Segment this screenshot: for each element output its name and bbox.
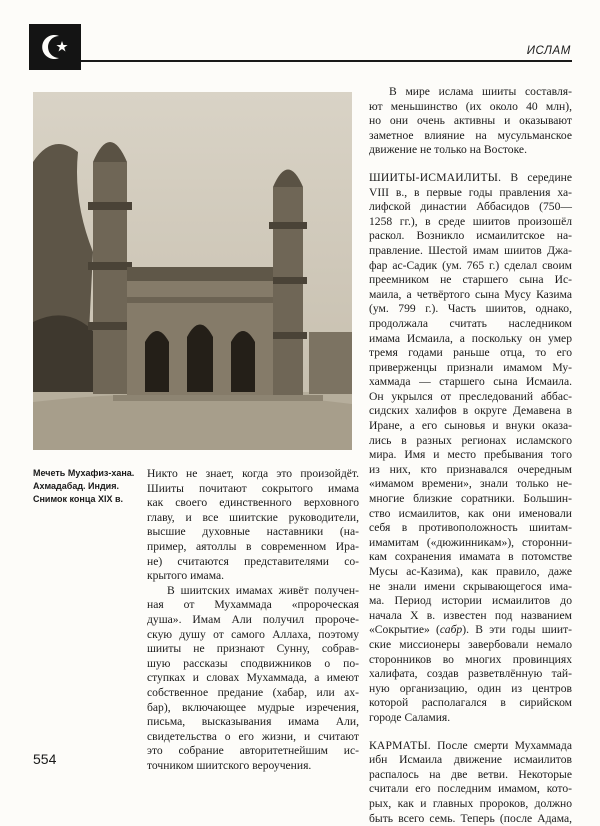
text-line: ские миссионеры завербовали немало bbox=[369, 638, 572, 653]
text-line: правление. Шестой имам шиитов Джа- bbox=[369, 244, 572, 259]
text-line: это собрание авторитетнейшим ис- bbox=[147, 744, 359, 759]
text-line: фар ас-Садик (ум. 765 г.) сделал своим bbox=[369, 259, 572, 274]
caption-line: Снимок конца XIX в. bbox=[33, 493, 141, 506]
paragraph bbox=[369, 85, 572, 158]
paragraph-karmats bbox=[369, 739, 572, 826]
text-line: не знали имени скрывающегося има- bbox=[369, 580, 572, 595]
text-line: ную организацию, один из центров bbox=[369, 682, 572, 697]
text-line: халифата, создав разветвлённую тай- bbox=[369, 667, 572, 682]
text-line: заметное влияние на мусульманское bbox=[369, 129, 572, 144]
text-line: высшие духовные наставники (на- bbox=[147, 525, 359, 540]
figure-caption bbox=[33, 467, 141, 506]
paragraph-ismailis bbox=[369, 171, 572, 726]
text-line: Иране, а его сыновья и внуки оказа- bbox=[369, 419, 572, 434]
text-line: 1258 гг.), в среде шиитов произошёл bbox=[369, 215, 572, 230]
text-line: городе Саламия. bbox=[369, 711, 572, 726]
text-column-right bbox=[369, 85, 572, 826]
term-italic: сабр bbox=[440, 623, 462, 636]
text-line: кам сохранения имамата в потомстве bbox=[369, 550, 572, 565]
text-line: не) считаются представителями со- bbox=[147, 555, 359, 570]
text-line: бар), включающее мудрые изречения, bbox=[147, 701, 359, 716]
text-line: сидских халифов в округе Демавена в bbox=[369, 404, 572, 419]
text-line: преемником не старшего сына Ис- bbox=[369, 273, 572, 288]
text-line: Он укрылся от преследований аббас- bbox=[369, 390, 572, 405]
text-line: ступках и словах Мухаммада, а имеют bbox=[147, 671, 359, 686]
crescent-and-star-icon bbox=[29, 24, 81, 70]
text-line: продолжала считать наследником bbox=[369, 317, 572, 332]
paragraph bbox=[147, 584, 359, 774]
text-line: шую рассказы сподвижников о по- bbox=[147, 657, 359, 672]
text-line: Мусы ас-Казима), как правило, даже bbox=[369, 565, 572, 580]
text-line: письма, высказывания имама Али, bbox=[147, 715, 359, 730]
text-line: из них, кто признавался очередным bbox=[369, 463, 572, 478]
section-title: ИСЛАМ bbox=[527, 45, 571, 57]
text-line: как своего единственного верховного bbox=[147, 496, 359, 511]
text-line: В шиитских имамах живёт получен- bbox=[147, 584, 359, 599]
text-line: приверженцы признали имамом Му- bbox=[369, 361, 572, 376]
text-line: имамитам («дюжинникам»), сторонни- bbox=[369, 536, 572, 551]
text-line: (ум. 799 г.). Часть шиитов, однако, bbox=[369, 302, 572, 317]
text-line: сторонников во многих провинциях bbox=[369, 653, 572, 668]
text-line: Шииты почитают сокрытого имама bbox=[147, 482, 359, 497]
text-line: быть всего семь. Теперь (после Адама, bbox=[369, 812, 572, 826]
paragraph bbox=[147, 467, 359, 584]
section-heading: КАРМАТЫ. bbox=[369, 739, 431, 752]
text-column-left bbox=[147, 467, 359, 773]
text-line: тремя годами раньше отца, то его bbox=[369, 346, 572, 361]
text-line: ство исмаилитов, как они именовали bbox=[369, 507, 572, 522]
text-line bbox=[369, 623, 572, 638]
text-line: пример, аятоллы в современном Ира- bbox=[147, 540, 359, 555]
text-line: ма. Период истории исмаилитов до bbox=[369, 594, 572, 609]
section-heading: ШИИТЫ-ИСМАИЛИТЫ. bbox=[369, 171, 501, 184]
text-line: распалось на две ветви. Некоторые bbox=[369, 768, 572, 783]
text-line: которой располагался в сирийском bbox=[369, 696, 572, 711]
mosque-photo bbox=[33, 92, 352, 450]
caption-line: Мечеть Мухафиз-хана. bbox=[33, 467, 141, 480]
text-line: душа». Имам Али получил пророче- bbox=[147, 613, 359, 628]
text-line: лифской династии Аббасидов (750— bbox=[369, 200, 572, 215]
text-line: ют меньшинство (их около 40 млн), bbox=[369, 100, 572, 115]
text-line: собственное предание (хабар, или ах- bbox=[147, 686, 359, 701]
text-fragment: В середине bbox=[510, 171, 572, 184]
text-line bbox=[369, 171, 572, 186]
text-line: мира. Имя и место пребывания того bbox=[369, 448, 572, 463]
text-line: начала X в. известен под названием bbox=[369, 609, 572, 624]
text-line: главу, и все шиитские руководители, bbox=[147, 511, 359, 526]
text-line: хаммада — старшего сына Исмаила. bbox=[369, 375, 572, 390]
text-line bbox=[369, 739, 572, 754]
text-line: скую душу от самого Аллаха, поэтому bbox=[147, 628, 359, 643]
text-line: маила, а четвёртого сына Мусу Казима bbox=[369, 288, 572, 303]
text-line: считали его последним имамом, кото- bbox=[369, 782, 572, 797]
text-line: лись в разных регионах исламского bbox=[369, 434, 572, 449]
text-fragment: После смерти Мухаммада bbox=[437, 739, 572, 752]
text-line: раскол. Возникло исмаилитское на- bbox=[369, 229, 572, 244]
text-line: крытого имама. bbox=[147, 569, 359, 584]
text-line: «имамом времени», знали только не- bbox=[369, 477, 572, 492]
text-line: шииты не признают Сунну, собрав- bbox=[147, 642, 359, 657]
caption-line: Ахмадабад. Индия. bbox=[33, 480, 141, 493]
text-line: свидетельства о его жизни, и считают bbox=[147, 730, 359, 745]
text-line: точником шиитского вероучения. bbox=[147, 759, 359, 774]
text-line: Никто не знает, когда это произойдёт. bbox=[147, 467, 359, 482]
text-line: многие близкие соратники. Большин- bbox=[369, 492, 572, 507]
text-line: ибн Исмаила движение исмаилитов bbox=[369, 753, 572, 768]
text-fragment: «Сокрытие» ( bbox=[369, 623, 440, 636]
text-line: ная от Мухаммада «пророческая bbox=[147, 598, 359, 613]
text-line: рых, как и главных пророков, должно bbox=[369, 797, 572, 812]
text-line: движение не только на Востоке. bbox=[369, 143, 572, 158]
page-number: 554 bbox=[33, 751, 56, 767]
text-line: В мире ислама шииты составля- bbox=[369, 85, 572, 100]
text-line: но они очень активны и оказывают bbox=[369, 114, 572, 129]
text-fragment: ). В эти годы шиит- bbox=[462, 623, 572, 636]
header-rule bbox=[81, 60, 572, 62]
text-line: VIII в., в первые годы правления ха- bbox=[369, 186, 572, 201]
text-line: имама Исмаила, а поскольку он умер bbox=[369, 332, 572, 347]
text-line: себя в противоположность шиитам- bbox=[369, 521, 572, 536]
